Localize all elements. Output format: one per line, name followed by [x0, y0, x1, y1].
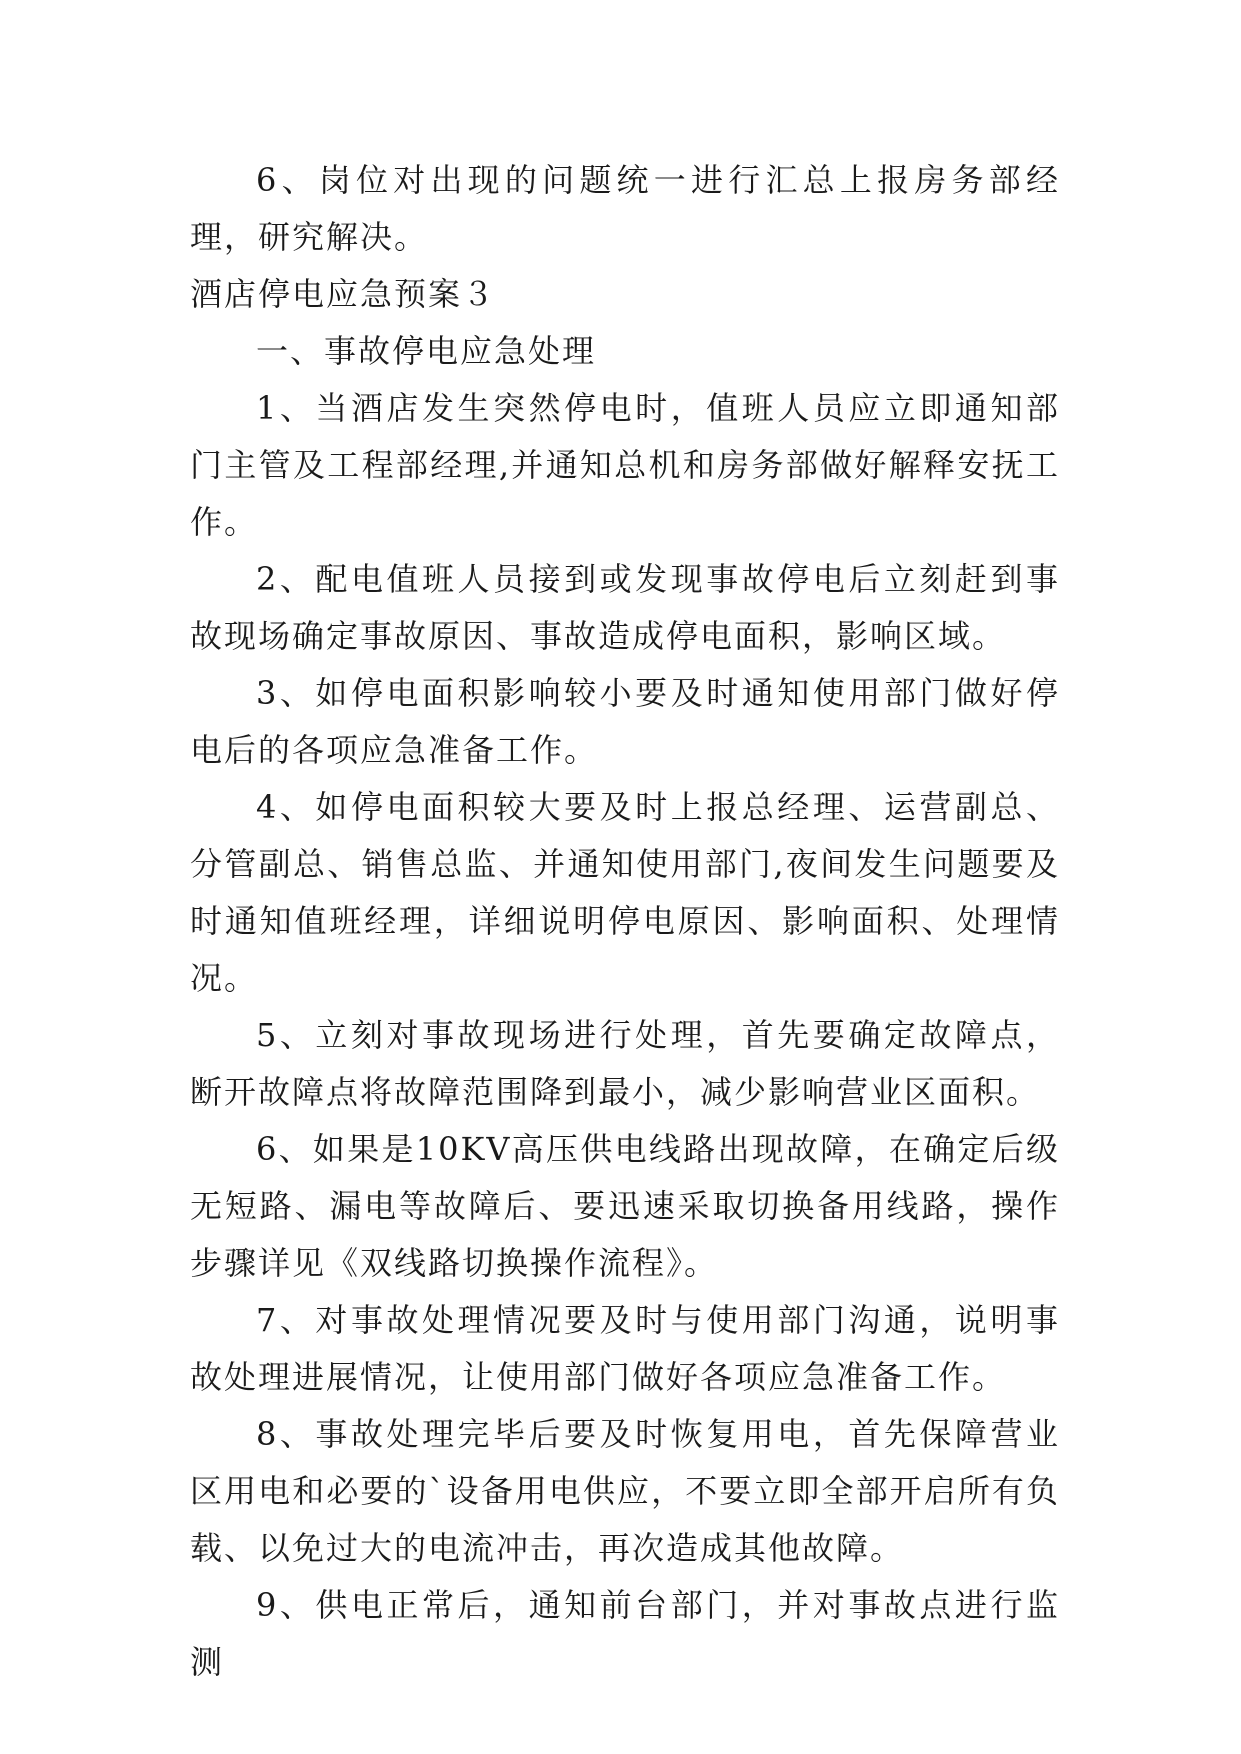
section-title: 酒店停电应急预案３ [190, 275, 497, 313]
paragraph-step-7: 7、对事故处理情况要及时与使用部门沟通，说明事故处理进展情况，让使用部门做好各项应急准备工作。 [190, 1301, 1060, 1396]
paragraph-step-1: 1、当酒店发生突然停电时，值班人员应立即通知部门主管及工程部经理,并通知总机和房务部做好解释安抚工作。 [190, 389, 1060, 541]
paragraph-step-8: 8、事故处理完毕后要及时恢复用电，首先保障营业区用电和必要的`设备用电供应，不要立即全部开启所有负载、以免过大的电流冲击，再次造成其他故障。 [190, 1415, 1060, 1567]
paragraph-item-6-summary: 6、岗位对出现的问题统一进行汇总上报房务部经理，研究解决。 [190, 161, 1060, 256]
paragraph-step-2: 2、配电值班人员接到或发现事故停电后立刻赶到事故现场确定事故原因、事故造成停电面积，影响区域。 [190, 560, 1060, 655]
document-body [190, 152, 1060, 1691]
paragraph-step-5: 5、立刻对事故现场进行处理，首先要确定故障点，断开故障点将故障范围降到最小，减少影响营业区面积。 [190, 1016, 1060, 1111]
paragraph-step-9: 9、供电正常后，通知前台部门，并对事故点进行监测 [190, 1586, 1060, 1681]
paragraph-step-6: 6、如果是10KV高压供电线路出现故障，在确定后级无短路、漏电等故障后、要迅速采取切换备用线路，操作步骤详见《双线路切换操作流程》。 [190, 1130, 1060, 1282]
paragraph-step-4: 4、如停电面积较大要及时上报总经理、运营副总、分管副总、销售总监、并通知使用部门,夜间发生问题要及时通知值班经理，详细说明停电原因、影响面积、处理情况。 [190, 788, 1060, 997]
subsection-heading: 一、事故停电应急处理 [256, 332, 597, 370]
paragraph-step-3: 3、如停电面积影响较小要及时通知使用部门做好停电后的各项应急准备工作。 [190, 674, 1060, 769]
